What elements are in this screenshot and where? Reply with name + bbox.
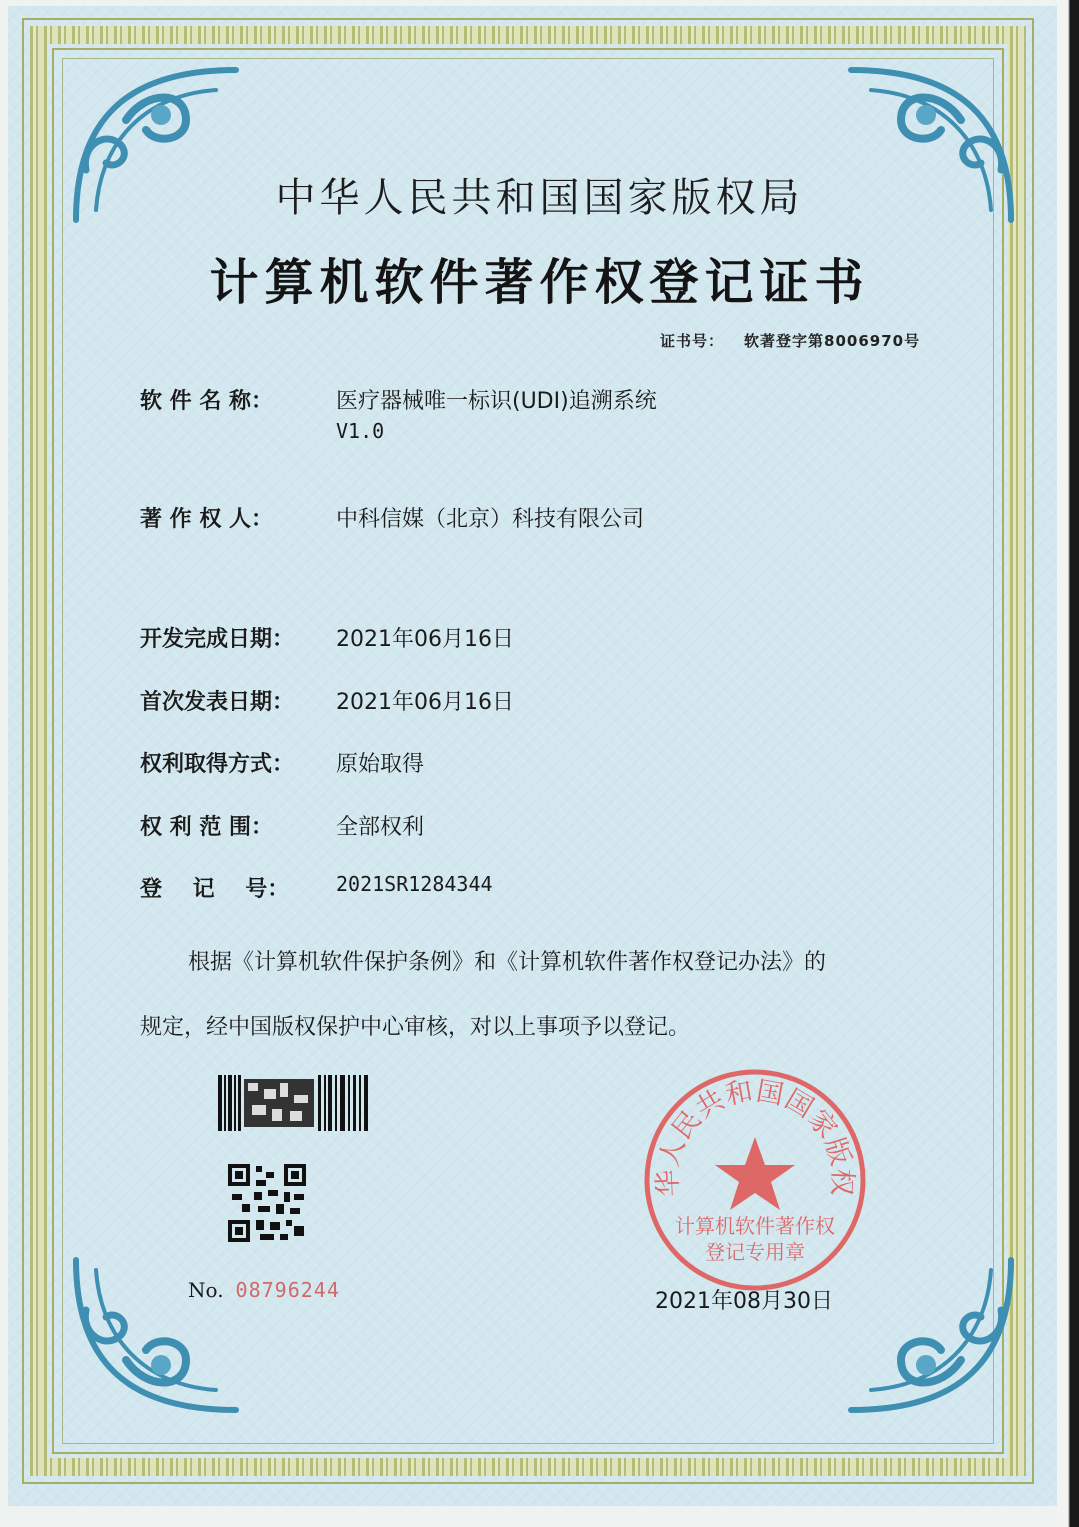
statement-line-2: 规定，经中国版权保护中心审核，对以上事项予以登记。 bbox=[140, 1015, 691, 1040]
dev-date-row bbox=[140, 622, 514, 653]
certificate-number-label: 证书号： bbox=[660, 332, 725, 350]
software-name-row bbox=[140, 384, 657, 443]
dev-date-label: 开发完成日期： bbox=[140, 627, 295, 652]
seal-outer-text: 华人民共和国国家版权 bbox=[652, 1075, 858, 1198]
scan-edge bbox=[1057, 0, 1079, 1527]
qr-code bbox=[228, 1164, 306, 1242]
acquire-label: 权利取得方式： bbox=[140, 752, 295, 777]
software-name-label: 软 件 名 称： bbox=[140, 389, 273, 414]
certificate-title: 计算机软件著作权登记证书 bbox=[209, 253, 870, 311]
software-version: V1.0 bbox=[336, 419, 385, 443]
scope-label: 权 利 范 围： bbox=[140, 815, 273, 840]
seal-inner-line-2: 登记专用章 bbox=[705, 1240, 805, 1264]
scope-value: 全部权利 bbox=[336, 815, 425, 840]
seal-inner-line-1: 计算机软件著作权 bbox=[675, 1214, 835, 1238]
statement-line-1: 根据《计算机软件保护条例》和《计算机软件著作权登记办法》的 bbox=[188, 950, 827, 975]
serial-number bbox=[188, 1278, 340, 1302]
owner-row bbox=[140, 502, 644, 533]
pub-date-row bbox=[140, 685, 514, 716]
pub-date-value: 2021年06月16日 bbox=[336, 690, 514, 715]
reg-no-label: 登 记 号： bbox=[140, 877, 290, 902]
certificate-number bbox=[660, 330, 920, 351]
dev-date-value: 2021年06月16日 bbox=[336, 627, 514, 652]
serial-value: 08796244 bbox=[235, 1278, 340, 1302]
scope-row bbox=[140, 810, 424, 841]
issuer-name: 中华人民共和国国家版权局 bbox=[275, 175, 804, 221]
reg-no-row bbox=[140, 872, 493, 903]
pub-date-label: 首次发表日期： bbox=[140, 690, 295, 715]
official-seal bbox=[640, 1065, 870, 1295]
certificate-number-value: 软著登字第8006970号 bbox=[744, 332, 921, 350]
barcode bbox=[218, 1075, 370, 1131]
serial-label: No. bbox=[188, 1278, 224, 1302]
software-name-value: 医疗器械唯一标识(UDI)追溯系统 bbox=[336, 389, 657, 414]
acquire-value: 原始取得 bbox=[336, 752, 425, 777]
issue-date: 2021年08月30日 bbox=[655, 1289, 833, 1314]
acquire-row bbox=[140, 747, 424, 778]
reg-no-value: 2021SR1284344 bbox=[336, 872, 493, 896]
corner-ornament-bottom-left bbox=[66, 1250, 276, 1420]
owner-value: 中科信媒（北京）科技有限公司 bbox=[336, 507, 645, 532]
owner-label: 著 作 权 人： bbox=[140, 507, 273, 532]
